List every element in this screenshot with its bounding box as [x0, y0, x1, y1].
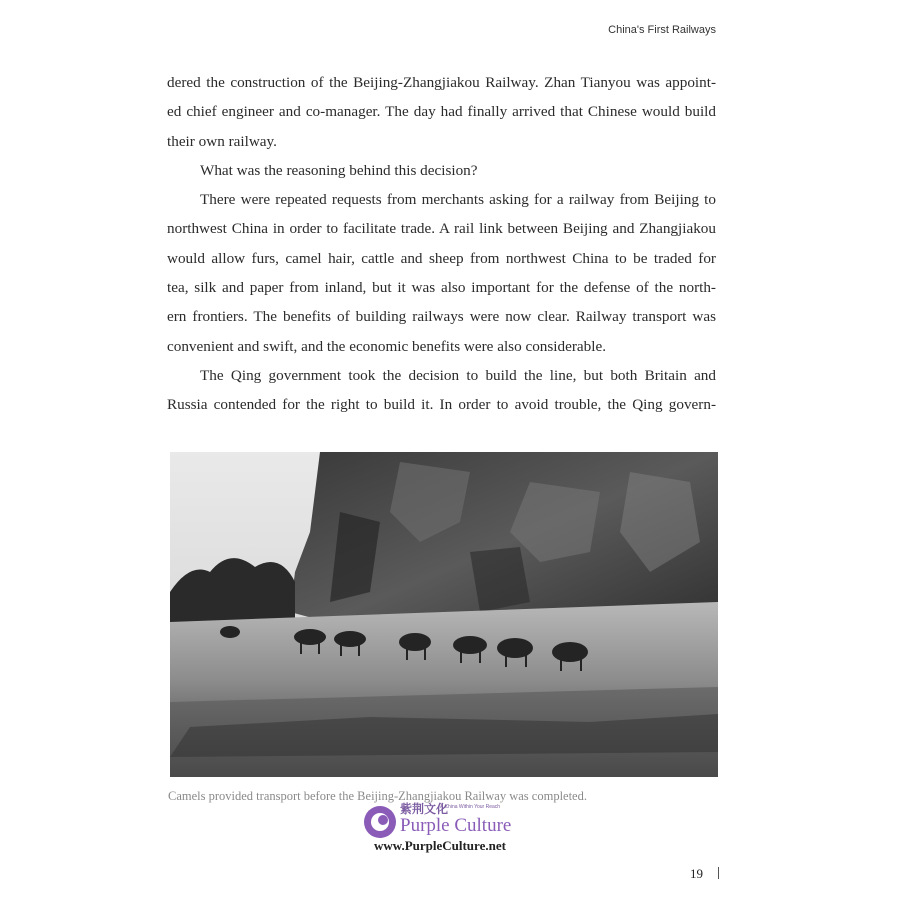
body-line: ed chief engineer and co-manager. The day had finally arrived that Chinese would build: [167, 103, 716, 121]
body-line: ern frontiers. The benefits of building railways were now clear. Railway transport was: [167, 308, 716, 326]
watermark-brand: Purple Culture: [400, 815, 512, 836]
purple-culture-watermark: [360, 800, 550, 860]
body-line: tea, silk and paper from inland, but it was also important for the defense of the north-: [167, 279, 716, 297]
page-number: 19: [690, 866, 703, 881]
watermark-tagline: A China Within Your Reach: [440, 804, 501, 810]
page-number-rule: [718, 867, 719, 879]
body-line: convenient and swift, and the economic benefits were also considerable.: [167, 337, 607, 355]
body-line: What was the reasoning behind this decision?: [200, 161, 478, 179]
watermark-chinese: 紫荆文化: [400, 802, 449, 816]
body-line: The Qing government took the decision to build the line, but both Britain and: [200, 366, 716, 384]
body-line: would allow furs, camel hair, cattle and sheep from northwest China to be traded for: [167, 249, 716, 267]
running-header: China's First Railways: [608, 24, 716, 36]
camel-caravan-photo: [170, 452, 718, 777]
watermark-url: www.PurpleCulture.net: [374, 838, 506, 853]
purple-culture-logo-icon: [362, 804, 398, 840]
body-line: northwest China in order to facilitate trade. A rail link between Beijing and Zhangjiakou: [167, 220, 716, 238]
body-line: their own railway.: [167, 132, 277, 150]
body-line: Russia contended for the right to build it. In order to avoid trouble, the Qing govern-: [167, 396, 716, 414]
photo-caption: Camels provided transport before the Beijing-Zhangjiakou Railway was completed.: [168, 789, 587, 803]
body-line: There were repeated requests from merchants asking for a railway from Beijing to: [200, 191, 716, 209]
body-line: dered the construction of the Beijing-Zhangjiakou Railway. Zhan Tianyou was appoint-: [167, 74, 716, 91]
body-text: [167, 68, 716, 420]
